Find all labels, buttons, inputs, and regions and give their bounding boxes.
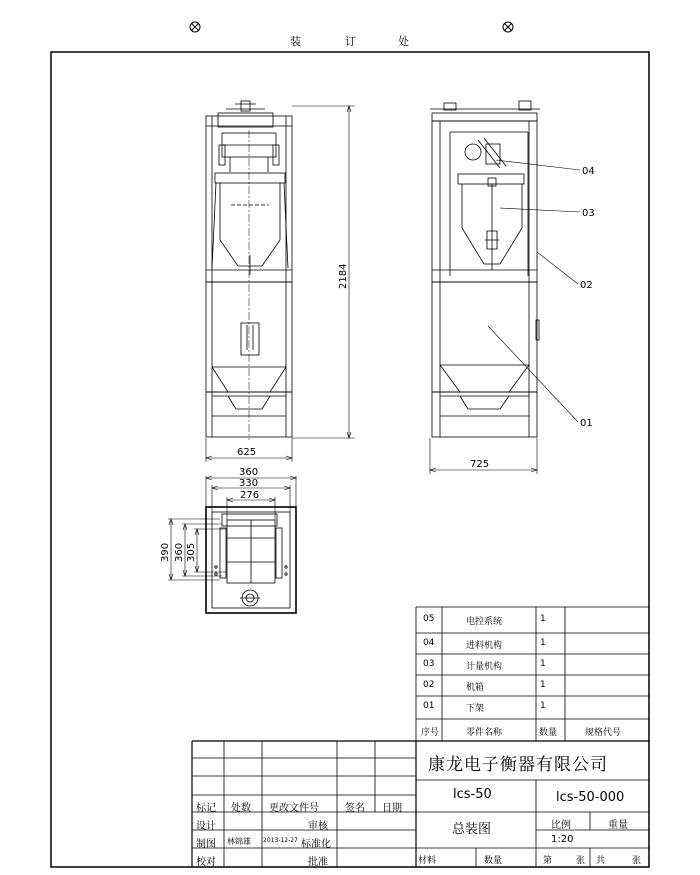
balloon-01: 01 (580, 418, 593, 429)
drafter-name: 林锦雄 (227, 837, 251, 846)
dim-top-h3: 305 (186, 542, 197, 562)
dim-top-w1: 360 (239, 467, 259, 478)
rev-header-file: 更改文件号 (269, 803, 319, 814)
part-row-4-no: 02 (423, 680, 435, 690)
drawing-number: lcs-50-000 (556, 790, 625, 805)
rev-header-count: 处数 (231, 803, 251, 814)
material-label: 材料 (418, 856, 437, 866)
draft-date: 2013-12-27 (263, 837, 298, 844)
dim-top-w3: 276 (240, 490, 260, 501)
part-row-5-name: 下架 (466, 704, 485, 714)
model-name: lcs-50 (453, 787, 492, 802)
scale-value: 1:20 (551, 834, 574, 845)
design-label: 设计 (196, 821, 216, 832)
balloon-02: 02 (580, 280, 593, 291)
rev-header-date: 日期 (382, 803, 402, 814)
scale-label: 比例 (551, 820, 571, 831)
part-row-4-name: 机箱 (466, 683, 485, 693)
dim-top-h1: 390 (160, 542, 171, 562)
part-row-2-name: 进料机构 (466, 641, 503, 651)
dim-front-width: 625 (237, 447, 257, 458)
balloon-04: 04 (582, 166, 595, 177)
top-view (206, 507, 296, 613)
weight-label: 重量 (608, 820, 628, 831)
rev-header-mark: 标记 (196, 803, 216, 814)
balloon-03: 03 (582, 208, 595, 219)
binding-label-2: 订 (345, 35, 358, 48)
parts-table-grid (416, 607, 649, 741)
part-row-5-qty: 1 (540, 701, 546, 711)
check-label: 校对 (196, 857, 216, 868)
leader-lines (488, 160, 580, 422)
parts-header-qty: 数量 (539, 728, 558, 738)
dim-side-width: 725 (470, 459, 490, 470)
total-unit: 张 (632, 856, 642, 866)
part-row-1-name: 电控系统 (466, 617, 503, 627)
sheet-unit: 张 (576, 856, 586, 866)
part-row-3-qty: 1 (540, 659, 546, 669)
dim-top-w2: 330 (239, 478, 259, 489)
part-row-4-qty: 1 (540, 680, 546, 690)
drawing-title: 总装图 (452, 822, 492, 837)
front-view (206, 101, 292, 440)
approve-label: 批准 (308, 857, 328, 868)
dim-front-height: 2184 (338, 263, 349, 289)
drawing-border (51, 52, 649, 867)
total-label: 共 (596, 856, 606, 866)
dim-top-h2: 360 (174, 542, 185, 562)
parts-header-name: 零件名称 (466, 728, 503, 738)
binding-label-3: 处 (398, 35, 411, 48)
sheet-label: 第 (543, 856, 553, 866)
parts-header-spec: 规格代号 (585, 728, 622, 738)
part-row-3-name: 计量机构 (466, 662, 503, 672)
side-view (430, 101, 540, 437)
company-name: 康龙电子衡器有限公司 (428, 755, 608, 775)
standard-label: 标准化 (301, 839, 331, 850)
parts-header-no: 序号 (421, 728, 440, 738)
part-row-5-no: 01 (423, 701, 435, 711)
quantity-label: 数量 (484, 856, 503, 866)
part-row-1-no: 05 (423, 614, 435, 624)
part-row-2-qty: 1 (540, 638, 546, 648)
part-row-2-no: 04 (423, 638, 435, 648)
part-row-3-no: 03 (423, 659, 435, 669)
rev-header-sign: 签名 (345, 803, 365, 814)
part-row-1-qty: 1 (540, 614, 546, 624)
draft-label: 制图 (196, 839, 216, 850)
review-label: 审核 (308, 821, 328, 832)
binding-label-1: 装 (290, 35, 303, 48)
